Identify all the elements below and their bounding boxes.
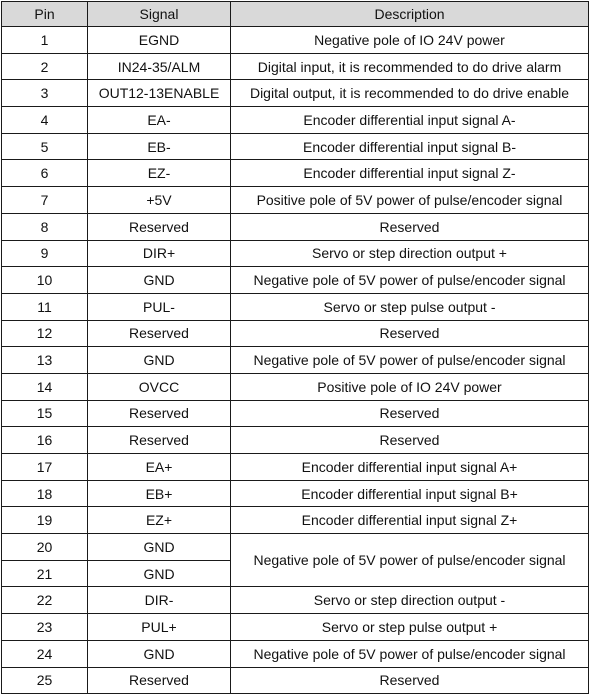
table-row <box>2 614 589 641</box>
signal-cell: GND <box>88 347 231 374</box>
description-cell: Negative pole of 5V power of pulse/encoder signal <box>231 347 589 374</box>
table-row <box>2 53 589 80</box>
table-row <box>2 213 589 240</box>
description-cell: Reserved <box>231 427 589 454</box>
description-cell: Negative pole of 5V power of pulse/encoder signal <box>231 640 589 667</box>
signal-cell: Reserved <box>88 667 231 694</box>
description-cell: Negative pole of IO 24V power <box>231 27 589 54</box>
description-cell: Reserved <box>231 667 589 694</box>
signal-cell: Reserved <box>88 213 231 240</box>
signal-cell: GND <box>88 640 231 667</box>
signal-cell: EZ+ <box>88 507 231 534</box>
table-row <box>2 267 589 294</box>
description-cell: Servo or step direction output + <box>231 240 589 267</box>
table-row <box>2 454 589 481</box>
signal-cell: DIR- <box>88 587 231 614</box>
signal-cell: OVCC <box>88 373 231 400</box>
table-row <box>2 507 589 534</box>
signal-cell: EB+ <box>88 480 231 507</box>
pin-cell: 16 <box>2 427 88 454</box>
signal-cell: DIR+ <box>88 240 231 267</box>
description-cell: Reserved <box>231 400 589 427</box>
description-cell: Encoder differential input signal Z- <box>231 160 589 187</box>
description-cell: Servo or step pulse output - <box>231 293 589 320</box>
pin-cell: 24 <box>2 640 88 667</box>
description-cell: Reserved <box>231 320 589 347</box>
description-cell: Encoder differential input signal A+ <box>231 454 589 481</box>
description-cell: Encoder differential input signal B- <box>231 133 589 160</box>
pin-cell: 11 <box>2 293 88 320</box>
pin-cell: 9 <box>2 240 88 267</box>
signal-cell: GND <box>88 560 231 587</box>
signal-cell: OUT12-13ENABLE <box>88 80 231 107</box>
pin-header: Pin <box>2 2 88 27</box>
description-cell: Positive pole of IO 24V power <box>231 373 589 400</box>
pin-cell: 7 <box>2 187 88 214</box>
signal-cell: Reserved <box>88 320 231 347</box>
signal-cell: EGND <box>88 27 231 54</box>
table-row <box>2 534 589 561</box>
pin-cell: 5 <box>2 133 88 160</box>
description-cell: Reserved <box>231 213 589 240</box>
description-cell: Encoder differential input signal B+ <box>231 480 589 507</box>
table-row <box>2 107 589 134</box>
pin-cell: 19 <box>2 507 88 534</box>
pin-cell: 25 <box>2 667 88 694</box>
signal-cell: PUL- <box>88 293 231 320</box>
table-row <box>2 160 589 187</box>
description-cell: Digital output, it is recommended to do drive enable <box>231 80 589 107</box>
pin-cell: 15 <box>2 400 88 427</box>
table-row <box>2 27 589 54</box>
pin-cell: 21 <box>2 560 88 587</box>
signal-cell: EA+ <box>88 454 231 481</box>
header-row <box>2 2 589 27</box>
signal-cell: GND <box>88 267 231 294</box>
pin-cell: 23 <box>2 614 88 641</box>
description-cell: Digital input, it is recommended to do drive alarm <box>231 53 589 80</box>
table-row <box>2 320 589 347</box>
table-body <box>2 27 589 694</box>
signal-cell: IN24-35/ALM <box>88 53 231 80</box>
table-row <box>2 373 589 400</box>
table-row <box>2 587 589 614</box>
pin-cell: 3 <box>2 80 88 107</box>
pin-cell: 6 <box>2 160 88 187</box>
pin-cell: 20 <box>2 534 88 561</box>
table-row <box>2 187 589 214</box>
table-row <box>2 293 589 320</box>
pin-cell: 12 <box>2 320 88 347</box>
pin-cell: 17 <box>2 454 88 481</box>
signal-cell: +5V <box>88 187 231 214</box>
pin-cell: 10 <box>2 267 88 294</box>
pin-cell: 18 <box>2 480 88 507</box>
pin-table <box>1 1 589 694</box>
table-row <box>2 240 589 267</box>
pin-cell: 2 <box>2 53 88 80</box>
table-row <box>2 427 589 454</box>
table-row <box>2 667 589 694</box>
description-cell: Positive pole of 5V power of pulse/encoder signal <box>231 187 589 214</box>
table-row <box>2 80 589 107</box>
table-row <box>2 400 589 427</box>
description-cell: Servo or step direction output - <box>231 587 589 614</box>
pin-cell: 8 <box>2 213 88 240</box>
table-row <box>2 133 589 160</box>
description-cell: Negative pole of 5V power of pulse/encoder signal <box>231 534 589 587</box>
description-cell: Encoder differential input signal Z+ <box>231 507 589 534</box>
pin-cell: 13 <box>2 347 88 374</box>
pin-cell: 4 <box>2 107 88 134</box>
signal-cell: EA- <box>88 107 231 134</box>
description-header: Description <box>231 2 589 27</box>
signal-header: Signal <box>88 2 231 27</box>
signal-cell: GND <box>88 534 231 561</box>
description-cell: Servo or step pulse output + <box>231 614 589 641</box>
pin-cell: 1 <box>2 27 88 54</box>
table-row <box>2 480 589 507</box>
pin-cell: 22 <box>2 587 88 614</box>
description-cell: Negative pole of 5V power of pulse/encoder signal <box>231 267 589 294</box>
signal-cell: PUL+ <box>88 614 231 641</box>
description-cell: Encoder differential input signal A- <box>231 107 589 134</box>
signal-cell: Reserved <box>88 427 231 454</box>
signal-cell: Reserved <box>88 400 231 427</box>
signal-cell: EZ- <box>88 160 231 187</box>
pin-cell: 14 <box>2 373 88 400</box>
table-row <box>2 347 589 374</box>
signal-cell: EB- <box>88 133 231 160</box>
table-row <box>2 640 589 667</box>
